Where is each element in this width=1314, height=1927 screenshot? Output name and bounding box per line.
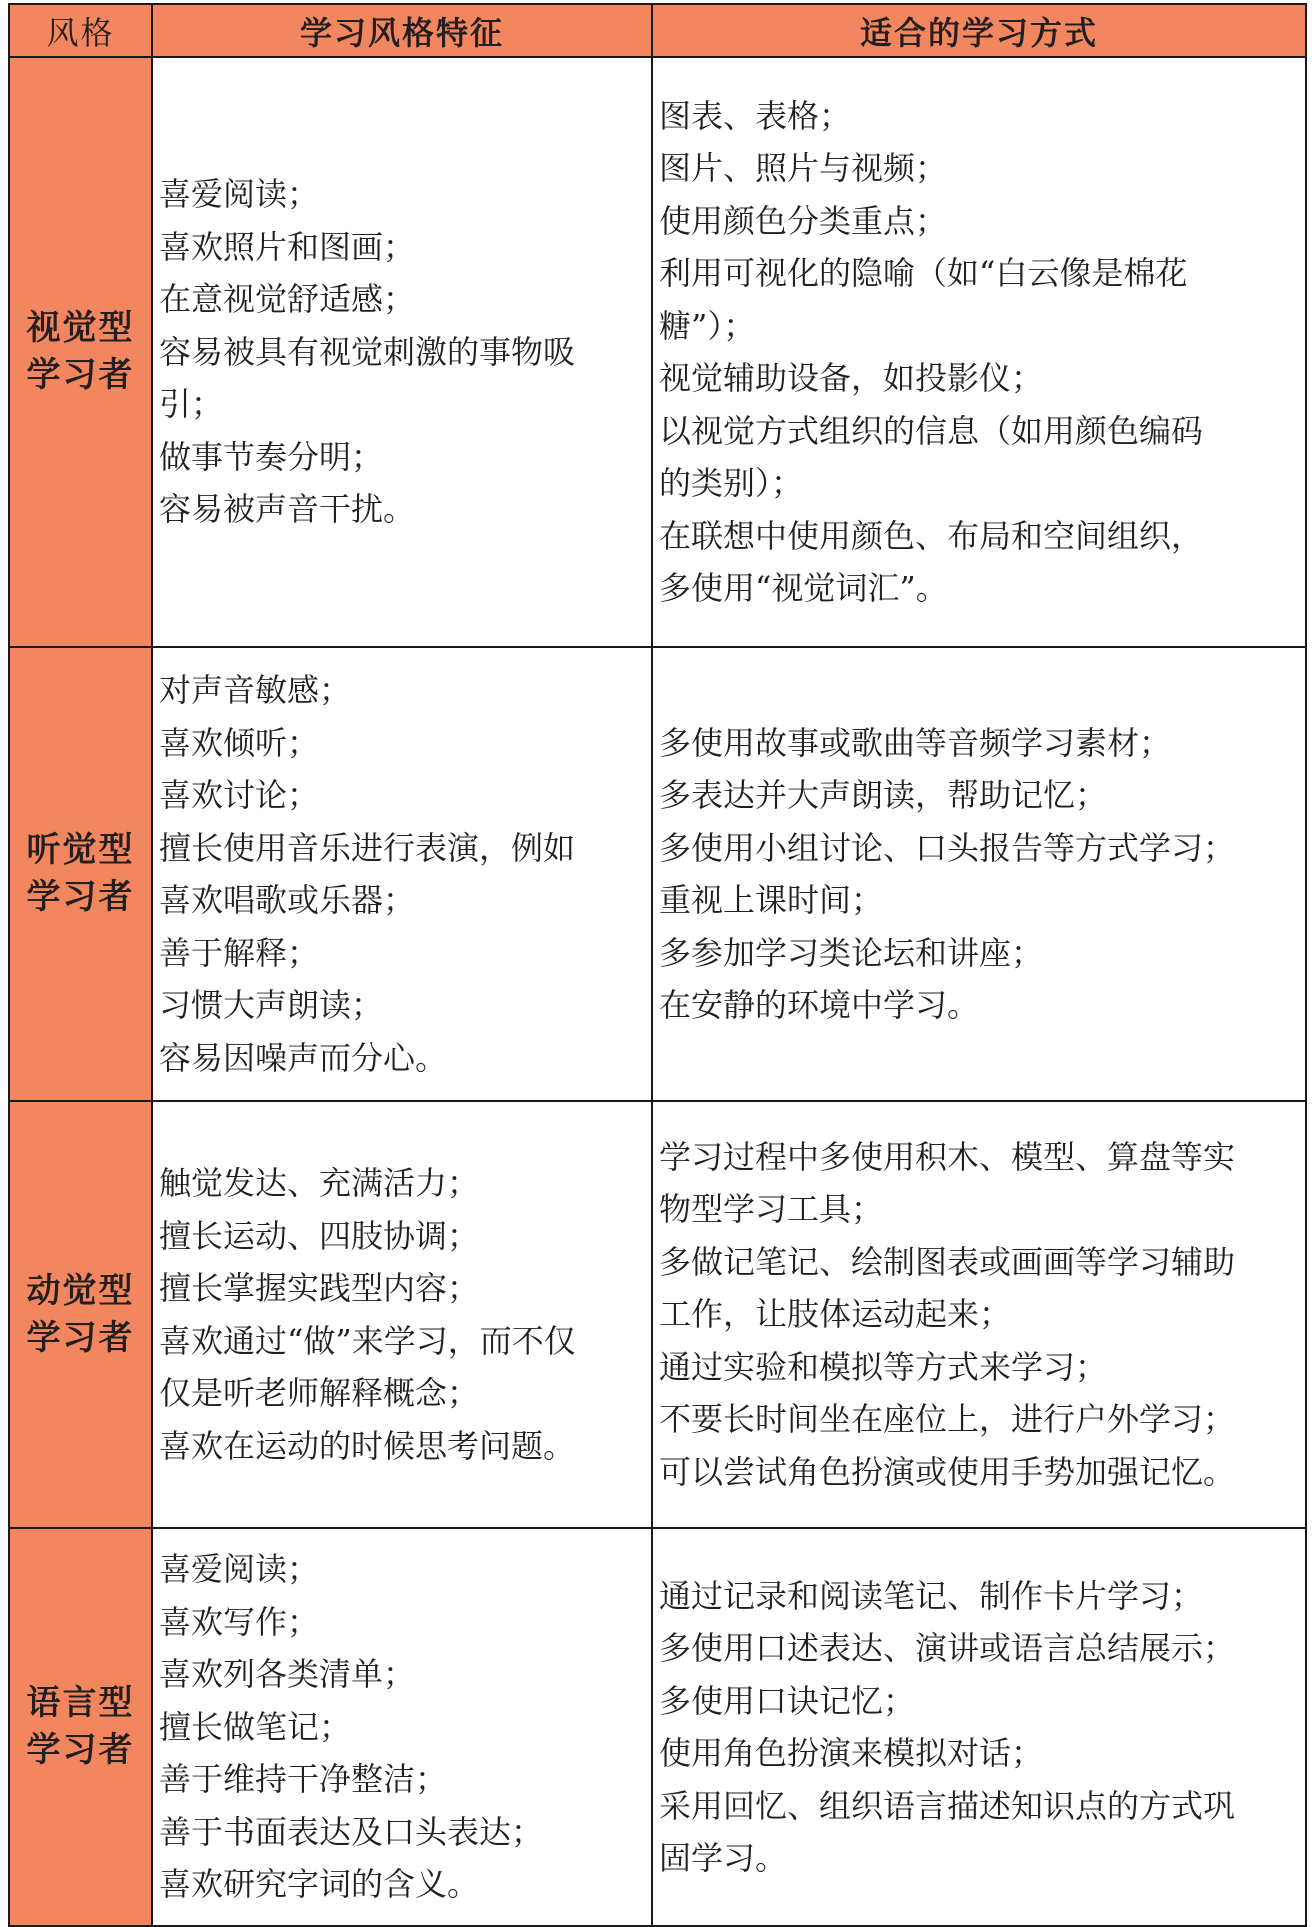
style-label-line: 语言型 bbox=[26, 1683, 135, 1724]
header-methods: 适合的学习方式 bbox=[652, 4, 1306, 57]
table-body bbox=[9, 57, 1306, 1926]
trait-line: 擅长使用音乐进行表演，例如 bbox=[159, 828, 576, 867]
method-line: 在联想中使用颜色、布局和空间组织， bbox=[659, 516, 1204, 555]
header-row bbox=[9, 4, 1306, 57]
table-row-auditory-learner bbox=[9, 647, 1306, 1101]
method-line: 固学习。 bbox=[659, 1839, 788, 1877]
style-cell bbox=[9, 57, 152, 647]
trait-line: 习惯大声朗读； bbox=[159, 986, 384, 1024]
style-label-line: 学习者 bbox=[26, 877, 135, 917]
methods-cell bbox=[652, 1528, 1306, 1926]
trait-line: 喜欢研究字词的含义。 bbox=[159, 1865, 480, 1904]
method-line: 的类别）； bbox=[659, 464, 804, 502]
method-line: 多表达并大声朗读，帮助记忆； bbox=[659, 776, 1108, 814]
method-line: 采用回忆、组织语言描述知识点的方式巩 bbox=[659, 1786, 1236, 1825]
style-label-line: 学习者 bbox=[26, 1730, 135, 1770]
style-label-line: 动觉型 bbox=[26, 1270, 135, 1311]
trait-line: 喜欢倾听； bbox=[159, 723, 320, 762]
method-line: 使用角色扮演来模拟对话； bbox=[659, 1734, 1044, 1772]
method-line: 以视觉方式组织的信息（如用颜色编码 bbox=[659, 411, 1204, 450]
trait-line: 喜爱阅读； bbox=[159, 175, 320, 214]
method-line: 多做记笔记、绘制图表或画画等学习辅助 bbox=[659, 1242, 1236, 1281]
methods-cell bbox=[652, 647, 1306, 1101]
method-line: 使用颜色分类重点； bbox=[659, 201, 948, 240]
learning-styles-table bbox=[8, 3, 1307, 1927]
trait-line: 喜欢讨论； bbox=[159, 776, 320, 814]
style-label-line: 听觉型 bbox=[26, 830, 135, 871]
style-label-line: 学习者 bbox=[26, 1317, 135, 1358]
method-line: 多使用口诀记忆； bbox=[659, 1681, 916, 1720]
method-line: 学习过程中多使用积木、模型、算盘等实 bbox=[659, 1137, 1236, 1176]
method-line: 多参加学习类论坛和讲座； bbox=[659, 933, 1044, 972]
method-line: 通过记录和阅读笔记、制作卡片学习； bbox=[659, 1576, 1204, 1615]
style-label-line: 视觉型 bbox=[26, 308, 135, 349]
methods-cell bbox=[652, 57, 1306, 647]
trait-line: 触觉发达、充满活力； bbox=[159, 1164, 480, 1202]
header-traits: 学习风格特征 bbox=[152, 4, 652, 57]
method-line: 多使用小组讨论、口头报告等方式学习； bbox=[659, 828, 1236, 867]
method-line: 在安静的环境中学习。 bbox=[659, 986, 980, 1024]
traits-cell bbox=[152, 1528, 652, 1926]
trait-line: 擅长掌握实践型内容； bbox=[159, 1269, 480, 1307]
method-line: 可以尝试角色扮演或使用手势加强记忆。 bbox=[659, 1452, 1236, 1491]
method-line: 视觉辅助设备，如投影仪； bbox=[659, 359, 1044, 397]
header-style: 风格 bbox=[9, 4, 152, 57]
style-label-line: 学习者 bbox=[26, 355, 135, 395]
trait-line: 引； bbox=[159, 385, 224, 424]
trait-line: 喜欢在运动的时候思考问题。 bbox=[159, 1426, 576, 1465]
method-line: 利用可视化的隐喻（如“白云像是棉花 bbox=[659, 254, 1188, 292]
methods-cell bbox=[652, 1101, 1306, 1528]
trait-line: 喜欢通过“做”来学习，而不仅 bbox=[159, 1321, 576, 1360]
trait-line: 喜欢唱歌或乐器； bbox=[159, 881, 416, 919]
trait-line: 善于解释； bbox=[159, 933, 320, 972]
table-row-visual-learner bbox=[9, 57, 1306, 647]
traits-cell bbox=[152, 57, 652, 647]
trait-line: 喜欢照片和图画； bbox=[159, 227, 416, 266]
method-line: 物型学习工具； bbox=[659, 1190, 884, 1229]
method-line: 图片、照片与视频； bbox=[659, 149, 948, 187]
method-line: 重视上课时间； bbox=[659, 881, 884, 919]
trait-line: 对声音敏感； bbox=[159, 671, 352, 709]
method-line: 糖”）； bbox=[659, 306, 756, 345]
table-header bbox=[9, 4, 1306, 57]
trait-line: 在意视觉舒适感； bbox=[159, 280, 416, 319]
trait-line: 喜欢列各类清单； bbox=[159, 1655, 416, 1694]
table-row-verbal-learner bbox=[9, 1528, 1306, 1926]
trait-line: 擅长做笔记； bbox=[159, 1707, 352, 1746]
table-row-kinesthetic-learner bbox=[9, 1101, 1306, 1528]
trait-line: 仅是听老师解释概念； bbox=[159, 1374, 480, 1412]
trait-line: 容易被具有视觉刺激的事物吸 bbox=[159, 332, 576, 371]
trait-line: 喜欢写作； bbox=[159, 1602, 320, 1641]
method-line: 图表、表格； bbox=[659, 96, 852, 135]
method-line: 不要长时间坐在座位上，进行户外学习； bbox=[659, 1400, 1236, 1439]
trait-line: 容易被声音干扰。 bbox=[159, 490, 416, 529]
trait-line: 善于书面表达及口头表达； bbox=[159, 1812, 544, 1851]
style-cell bbox=[9, 1101, 152, 1528]
method-line: 多使用“视觉词汇”。 bbox=[659, 569, 948, 607]
style-cell bbox=[9, 1528, 152, 1926]
style-cell bbox=[9, 647, 152, 1101]
trait-line: 容易因噪声而分心。 bbox=[159, 1038, 448, 1077]
trait-line: 擅长运动、四肢协调； bbox=[159, 1216, 480, 1255]
trait-line: 喜爱阅读； bbox=[159, 1550, 320, 1589]
method-line: 多使用故事或歌曲等音频学习素材； bbox=[659, 723, 1172, 762]
traits-cell bbox=[152, 1101, 652, 1528]
method-line: 工作，让肢体运动起来； bbox=[659, 1295, 1012, 1334]
traits-cell bbox=[152, 647, 652, 1101]
trait-line: 做事节奏分明； bbox=[159, 437, 384, 476]
trait-line: 善于维持干净整洁； bbox=[159, 1760, 448, 1799]
method-line: 多使用口述表达、演讲或语言总结展示； bbox=[659, 1629, 1236, 1667]
method-line: 通过实验和模拟等方式来学习； bbox=[659, 1347, 1108, 1386]
